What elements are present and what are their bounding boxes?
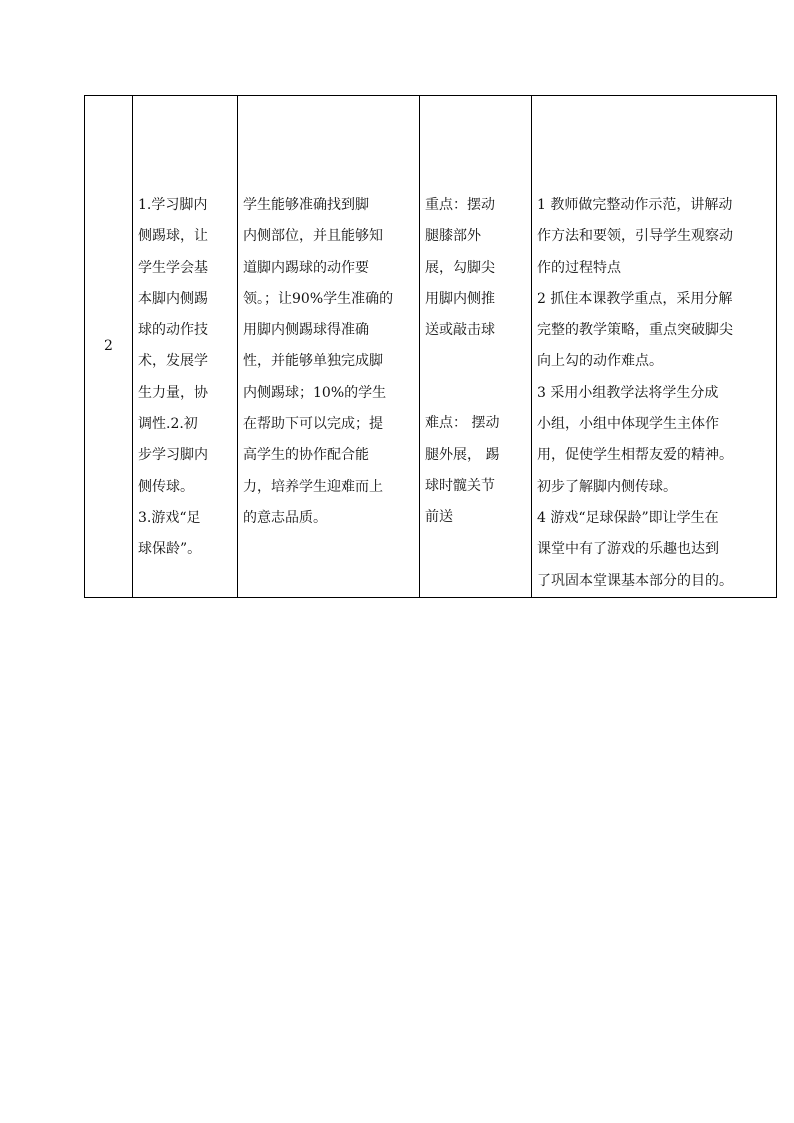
method-line: 课堂中有了游戏的乐趣也达到 — [537, 541, 719, 558]
goal-line: 学生能够准确找到脚 — [243, 197, 369, 213]
key-point-line: 重点：摆动 — [425, 197, 495, 213]
teaching-method-cell — [532, 96, 777, 598]
difficulty-line: 难点： 摆动 — [425, 415, 500, 432]
goal-line: 内侧部位，并且能够知 — [243, 228, 383, 245]
content-line: 学生学会基 — [138, 259, 208, 276]
key-point-line: 展，勾脚尖 — [425, 259, 495, 276]
method-line: 小组，小组中体现学生主体作 — [537, 416, 719, 433]
method-line: 4 游戏“足球保龄”即让学生在 — [537, 509, 719, 526]
content-line: 球的动作技 — [138, 322, 208, 339]
method-line: 作的过程特点 — [537, 259, 621, 276]
row-number-cell — [85, 96, 133, 598]
goal-line: 高学生的协作配合能 — [243, 447, 369, 464]
content-line: 1.学习脚内 — [138, 197, 208, 213]
method-line: 1 教师做完整动作示范，讲解动 — [537, 197, 733, 213]
difficulty-line: 球时髋关节 — [425, 478, 495, 495]
method-line: 向上勾的动作难点。 — [537, 353, 663, 370]
method-line: 作方法和要领，引导学生观察动 — [537, 228, 733, 245]
content-line: 3.游戏“足 — [138, 509, 201, 526]
content-line: 侧踢球，让 — [138, 228, 208, 245]
spacer — [425, 346, 526, 408]
key-point-line: 腿膝部外 — [425, 228, 481, 245]
goal-line: 性，并能够单独完成脚 — [243, 353, 383, 370]
goal-line: 的意志品质。 — [243, 509, 327, 526]
key-point-line: 送或敲击球 — [425, 322, 495, 339]
goal-line: 内侧踢球；10%的学生 — [243, 384, 387, 401]
content-line: 侧传球。 — [138, 478, 194, 495]
row-number: 2 — [104, 337, 113, 354]
content-line: 步学习脚内 — [138, 447, 208, 464]
method-line: 初步了解脚内侧传球。 — [537, 478, 677, 495]
method-line: 2 抓住本课教学重点，采用分解 — [537, 290, 733, 307]
content-line: 球保龄”。 — [138, 541, 202, 558]
method-line: 完整的教学策略，重点突破脚尖 — [537, 322, 733, 339]
difficulty-line: 腿外展， 踢 — [425, 446, 500, 463]
content-line: 本脚内侧踢 — [138, 290, 208, 307]
teaching-content-cell — [133, 96, 238, 598]
key-difficulty-cell — [420, 96, 532, 598]
content-line: 生力量，协 — [138, 384, 208, 401]
method-line: 用，促使学生相帮友爱的精神。 — [537, 447, 733, 464]
difficulty-line: 前送 — [425, 509, 453, 526]
goal-line: 力，培养学生迎难而上 — [243, 478, 383, 495]
goal-line: 领。；让90%学生准确的 — [243, 290, 394, 307]
lesson-plan-table — [84, 95, 777, 598]
table-row — [85, 96, 777, 598]
goal-line: 用脚内侧踢球得准确 — [243, 322, 369, 339]
goal-line: 道脚内踢球的动作要 — [243, 259, 369, 276]
content-line: 调性.2.初 — [138, 416, 198, 433]
goal-line: 在帮助下可以完成；提 — [243, 416, 383, 433]
content-line: 术，发展学 — [138, 353, 208, 370]
teaching-goal-cell — [238, 96, 420, 598]
key-point-line: 用脚内侧推 — [425, 290, 495, 307]
method-line: 3 采用小组教学法将学生分成 — [537, 384, 719, 401]
method-line: 了巩固本堂课基本部分的目的。 — [537, 572, 733, 589]
